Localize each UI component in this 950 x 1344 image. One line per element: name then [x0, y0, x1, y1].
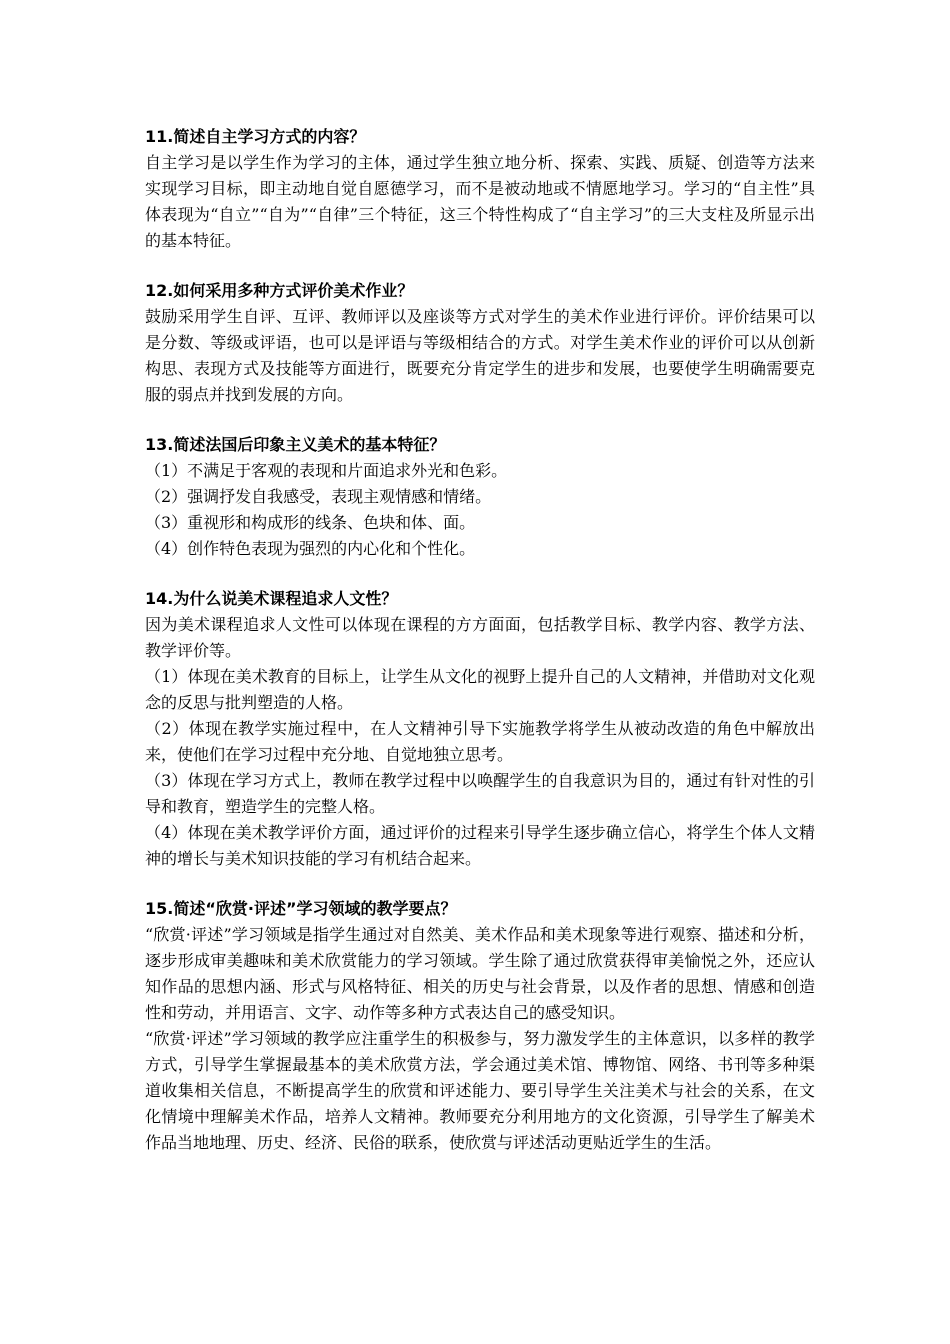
- question-15: [145, 896, 815, 1156]
- question-title: 13.简述法国后印象主义美术的基本特征？: [145, 435, 446, 454]
- answer-item: （3）重视形和构成形的线条、色块和体、面。: [145, 513, 476, 532]
- question-14: [145, 586, 815, 872]
- answer-item: （2）体现在教学实施过程中，在人文精神引导下实施教学将学生从被动改造的角色中解放出来，使他们在学习过程中充分地、自觉地独立思考。: [145, 719, 815, 764]
- question-12: [145, 278, 815, 408]
- answer-item: （1）体现在美术教育的目标上，让学生从文化的视野上提升自己的人文精神，并借助对文化观念的反思与批判塑造的人格。: [145, 667, 815, 712]
- question-title: 12.如何采用多种方式评价美术作业？: [145, 281, 414, 300]
- answer-paragraph: “欣赏·评述”学习领域的教学应注重学生的积极参与，努力激发学生的主体意识，以多样的教学方式，引导学生掌握最基本的美术欣赏方法，学会通过美术馆、博物馆、网络、书刊等多种渠道收集相关信息，不断提高学生的欣赏和评述能力、要引导学生关注美术与社会的关系，在文化情境中理解美术作品，培养人文精神。教师要充分利用地方的文化资源，引导学生了解美术作品当地地理、历史、经济、民俗的联系，使欣赏与评述活动更贴近学生的生活。: [145, 1029, 815, 1152]
- question-title: 11.简述自主学习方式的内容？: [145, 127, 366, 146]
- answer-paragraph: 因为美术课程追求人文性可以体现在课程的方方面面，包括教学目标、教学内容、教学方法、教学评价等。: [145, 615, 815, 660]
- answer-paragraph: “欣赏·评述”学习领域是指学生通过对自然美、美术作品和美术现象等进行观察、描述和分析，逐步形成审美趣味和美术欣赏能力的学习领域。学生除了通过欣赏获得审美愉悦之外，还应认知作品的思想内涵、形式与风格特征、相关的历史与社会背景，以及作者的思想、情感和创造性和劳动，并用语言、文字、动作等多种方式表达自己的感受知识。: [145, 925, 815, 1022]
- question-11: [145, 124, 815, 254]
- answer-paragraph: 鼓励采用学生自评、互评、教师评以及座谈等方式对学生的美术作业进行评价。评价结果可以是分数、等级或评语，也可以是评语与等级相结合的方式。对学生美术作业的评价可以从创新构思、表现方式及技能等方面进行，既要充分肯定学生的进步和发展，也要使学生明确需要克服的弱点并找到发展的方向。: [145, 307, 815, 404]
- question-title: 14.为什么说美术课程追求人文性？: [145, 589, 398, 608]
- answer-item: （4）创作特色表现为强烈的内心化和个性化。: [145, 539, 476, 558]
- question-title: 15.简述“欣赏·评述”学习领域的教学要点？: [145, 899, 457, 918]
- answer-item: （2）强调抒发自我感受，表现主观情感和情绪。: [145, 487, 492, 506]
- answer-item: （4）体现在美术教学评价方面，通过评价的过程来引导学生逐步确立信心，将学生个体人文精神的增长与美术知识技能的学习有机结合起来。: [145, 823, 815, 868]
- answer-item: （1）不满足于客观的表现和片面追求外光和色彩。: [145, 461, 508, 480]
- document-body: [145, 124, 815, 1180]
- answer-paragraph: 自主学习是以学生作为学习的主体，通过学生独立地分析、探索、实践、质疑、创造等方法来实现学习目标，即主动地自觉自愿德学习，而不是被动地或不情愿地学习。学习的“自主性”具体表现为“自立”“自为”“自律”三个特征，这三个特性构成了“自主学习”的三大支柱及所显示出的基本特征。: [145, 153, 815, 250]
- question-13: [145, 432, 815, 562]
- answer-item: （3）体现在学习方式上，教师在教学过程中以唤醒学生的自我意识为目的，通过有针对性的引导和教育，塑造学生的完整人格。: [145, 771, 815, 816]
